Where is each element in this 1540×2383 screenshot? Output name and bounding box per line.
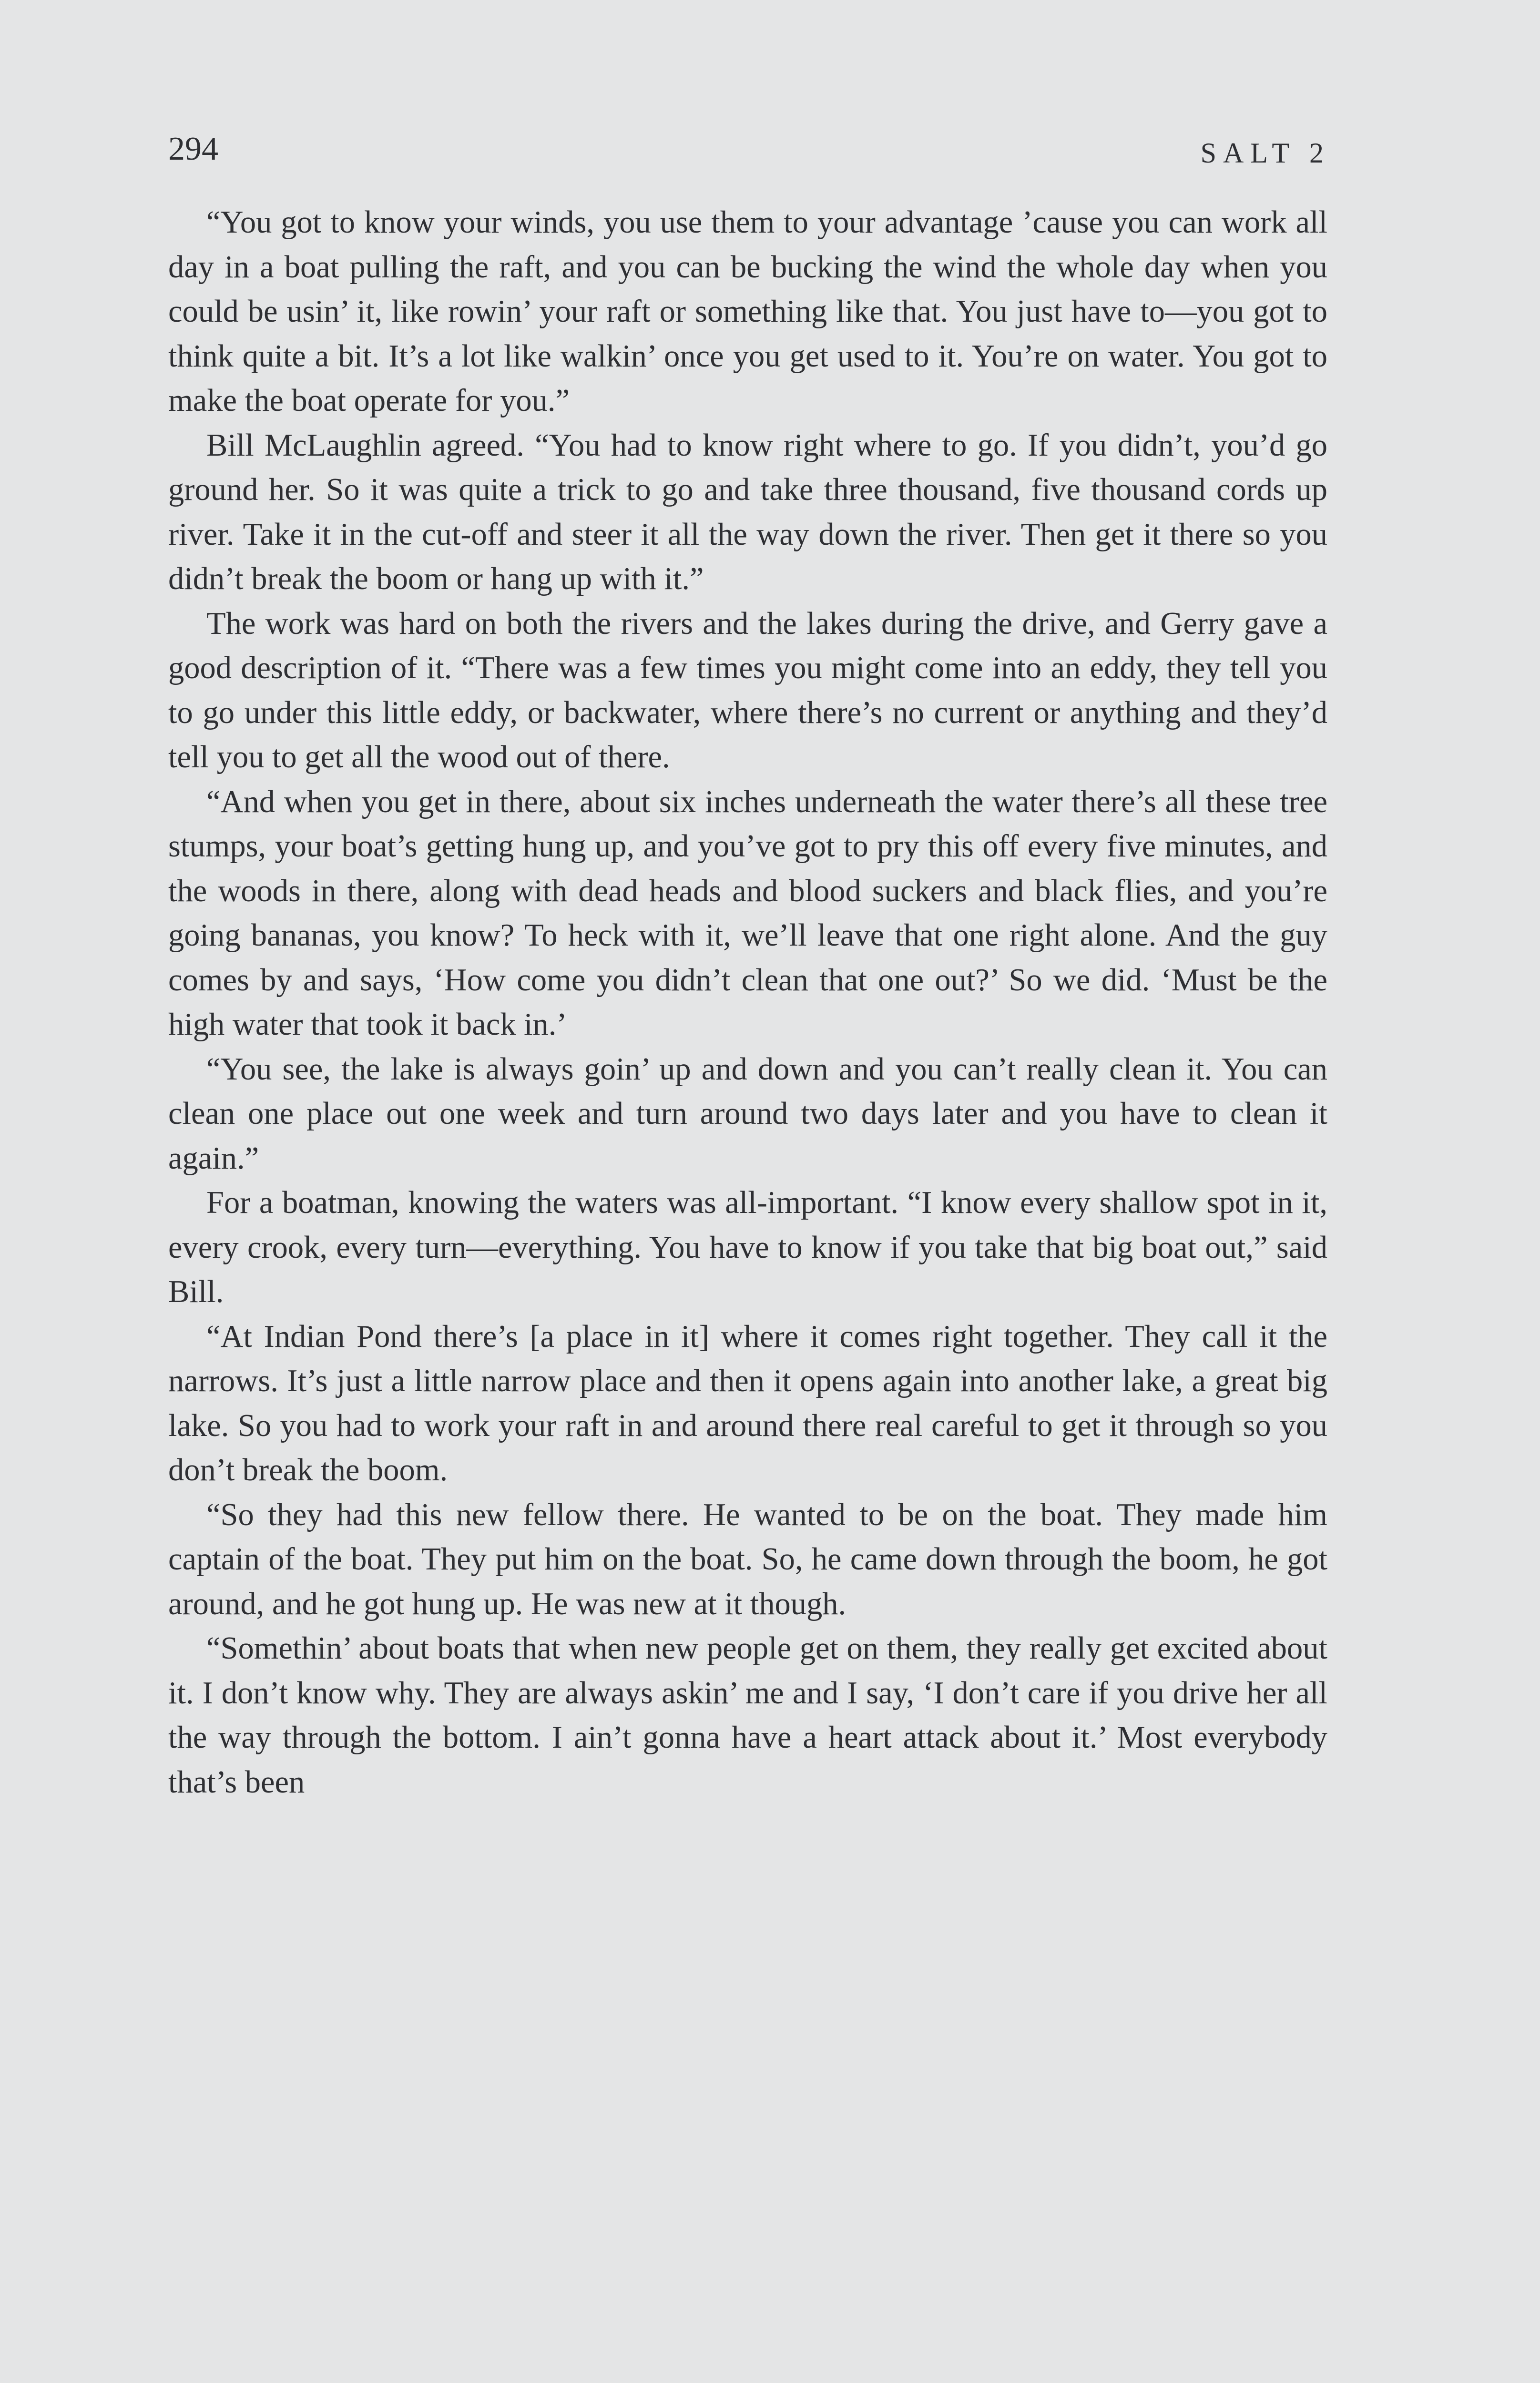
paragraph: Bill McLaughlin agreed. “You had to know right where to go. If you didn’t, you’d go ground her. So it was quite a trick to go and take three thousand, five thousand cords up river. Take it in the cut-off and steer it all the way down the river. Then get it there so you didn’t break the boom or hang up with it.” bbox=[168, 428, 1327, 596]
paragraph: “You got to know your winds, you use them to your advantage ’cause you can work all day in a boat pulling the raft, and you can be bucking the wind the whole day when you could be usin’ it, like rowin’ your raft or something like that. You just have to—you got to think quite a bit. It’s a lot like walkin’ once you get used to it. You’re on water. You got to make the boat operate for you.” bbox=[168, 205, 1327, 418]
running-head bbox=[168, 128, 1330, 175]
page-number: 294 bbox=[168, 131, 218, 167]
paragraph: For a boatman, knowing the waters was all-important. “I know every shallow spot in it, every crook, every turn—everything. You have to know if you take that big boat out,” said Bill. bbox=[168, 1185, 1327, 1309]
running-title: SALT 2 bbox=[1200, 137, 1330, 169]
paragraph: “You see, the lake is always goin’ up and down and you can’t really clean it. You can clean one place out one week and turn around two days later and you have to clean it again.” bbox=[168, 1051, 1327, 1176]
paragraph: “At Indian Pond there’s [a place in it] where it comes right together. They call it the narrows. It’s just a little narrow place and then it opens again into another lake, a great big lake. So you had to work your raft in and around there real careful to get it through so you don’t break the boom. bbox=[168, 1319, 1327, 1487]
paragraph: “Somethin’ about boats that when new people get on them, they really get excited about it. I don’t know why. They are always askin’ me and I say, ‘I don’t care if you drive her all the way through the bottom. I ain’t gonna have a heart attack about it.’ Most everybody that’s been bbox=[168, 1631, 1327, 1800]
paragraph: “And when you get in there, about six inches underneath the water there’s all these tree stumps, your boat’s getting hung up, and you’ve got to pry this off every five minutes, and the woods in there, along with dead heads and blood suckers and black flies, and you’re going bananas, you know? To heck with it, we’ll leave that one right alone. And the guy comes by and says, ‘How come you didn’t clean that one out?’ So we did. ‘Must be the high water that took it back in.’ bbox=[168, 784, 1327, 1042]
paragraph: The work was hard on both the rivers and the lakes during the drive, and Gerry gave a good description of it. “There was a few times you might come into an eddy, they tell you to go under this little eddy, or backwater, where there’s no current or anything and they’d tell you to get all the wood out of there. bbox=[168, 606, 1327, 774]
paragraph: “So they had this new fellow there. He wanted to be on the boat. They made him captain of the boat. They put him on the boat. So, he came down through the boom, he got around, and he got hung up. He was new at it though. bbox=[168, 1497, 1327, 1621]
body-text bbox=[168, 200, 1327, 1804]
